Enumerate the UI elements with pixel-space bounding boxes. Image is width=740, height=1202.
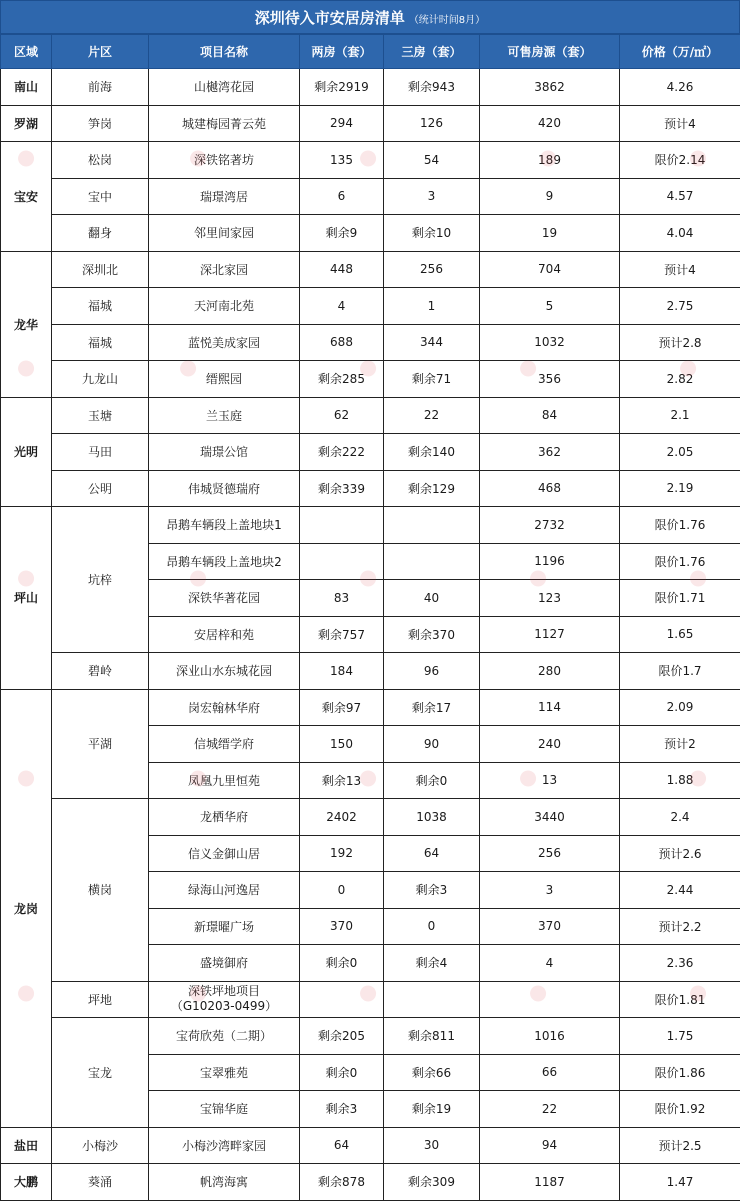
two-room-cell: 64 <box>300 1127 384 1164</box>
available-cell: 240 <box>480 726 620 763</box>
project-cell <box>149 981 300 1018</box>
two-room-cell: 370 <box>300 908 384 945</box>
project-cell: 兰玉庭 <box>149 397 300 434</box>
two-room-cell: 剩余97 <box>300 689 384 726</box>
two-room-cell <box>300 543 384 580</box>
housing-table <box>0 34 740 1201</box>
available-cell: 420 <box>480 105 620 142</box>
available-cell: 123 <box>480 580 620 617</box>
area-cell: 松岗 <box>52 142 149 179</box>
table-row <box>1 1164 740 1201</box>
three-room-cell: 剩余140 <box>384 434 480 471</box>
project-cell: 蓝悦美成家园 <box>149 324 300 361</box>
area-cell: 坑梓 <box>52 507 149 653</box>
price-cell: 限价1.7 <box>620 653 740 690</box>
three-room-cell: 54 <box>384 142 480 179</box>
price-cell: 2.4 <box>620 799 740 836</box>
two-room-cell: 192 <box>300 835 384 872</box>
available-cell: 3 <box>480 872 620 909</box>
project-cell: 信义金御山居 <box>149 835 300 872</box>
available-cell: 5 <box>480 288 620 325</box>
project-cell: 龙栖华府 <box>149 799 300 836</box>
project-cell: 山樾湾花园 <box>149 69 300 106</box>
price-cell: 限价1.71 <box>620 580 740 617</box>
table-row <box>1 69 740 106</box>
price-cell: 2.1 <box>620 397 740 434</box>
available-cell: 356 <box>480 361 620 398</box>
two-room-cell: 剩余0 <box>300 1054 384 1091</box>
table-row <box>1 215 740 252</box>
table-row <box>1 470 740 507</box>
project-name-line2: （G10203-0499） <box>170 999 278 1014</box>
table-row <box>1 434 740 471</box>
two-room-cell: 83 <box>300 580 384 617</box>
project-cell: 深业山水东城花园 <box>149 653 300 690</box>
area-cell: 碧岭 <box>52 653 149 690</box>
two-room-cell: 688 <box>300 324 384 361</box>
area-cell: 公明 <box>52 470 149 507</box>
table-row <box>1 288 740 325</box>
district-cell: 大鹏 <box>1 1164 52 1201</box>
three-room-cell: 3 <box>384 178 480 215</box>
header-district: 区域 <box>1 35 52 69</box>
table-row <box>1 799 740 836</box>
three-room-cell: 剩余129 <box>384 470 480 507</box>
two-room-cell: 剩余2919 <box>300 69 384 106</box>
two-room-cell <box>300 507 384 544</box>
three-room-cell: 30 <box>384 1127 480 1164</box>
district-cell: 南山 <box>1 69 52 106</box>
area-cell: 宝中 <box>52 178 149 215</box>
available-cell: 1016 <box>480 1018 620 1055</box>
project-cell: 天河南北苑 <box>149 288 300 325</box>
area-cell: 翻身 <box>52 215 149 252</box>
three-room-cell: 22 <box>384 397 480 434</box>
two-room-cell: 剩余13 <box>300 762 384 799</box>
price-cell: 2.19 <box>620 470 740 507</box>
table-row <box>1 105 740 142</box>
price-cell: 1.75 <box>620 1018 740 1055</box>
project-cell: 宝荷欣苑（二期） <box>149 1018 300 1055</box>
price-cell: 2.09 <box>620 689 740 726</box>
project-cell: 邻里间家园 <box>149 215 300 252</box>
available-cell <box>480 981 620 1018</box>
project-name-line1: 深铁坪地项目 <box>187 984 260 999</box>
project-cell: 新璟曜广场 <box>149 908 300 945</box>
table-row <box>1 689 740 726</box>
project-cell: 岗宏翰林华府 <box>149 689 300 726</box>
area-cell: 笋岗 <box>52 105 149 142</box>
area-cell: 葵涌 <box>52 1164 149 1201</box>
three-room-cell: 剩余309 <box>384 1164 480 1201</box>
two-room-cell <box>300 981 384 1018</box>
table-title <box>0 0 740 34</box>
price-cell: 4.04 <box>620 215 740 252</box>
project-cell: 绿海山河逸居 <box>149 872 300 909</box>
three-room-cell: 1 <box>384 288 480 325</box>
table-row <box>1 507 740 544</box>
project-cell: 瑞璟公馆 <box>149 434 300 471</box>
header-row <box>1 35 740 69</box>
area-cell: 宝龙 <box>52 1018 149 1128</box>
table-row <box>1 653 740 690</box>
price-cell: 2.44 <box>620 872 740 909</box>
table-row <box>1 142 740 179</box>
three-room-cell: 剩余370 <box>384 616 480 653</box>
available-cell: 362 <box>480 434 620 471</box>
header-area: 片区 <box>52 35 149 69</box>
header-available: 可售房源（套） <box>480 35 620 69</box>
project-cell: 深铁华著花园 <box>149 580 300 617</box>
price-cell: 限价1.81 <box>620 981 740 1018</box>
area-cell: 前海 <box>52 69 149 106</box>
price-cell: 预计2 <box>620 726 740 763</box>
three-room-cell: 剩余3 <box>384 872 480 909</box>
three-room-cell: 剩余811 <box>384 1018 480 1055</box>
available-cell: 84 <box>480 397 620 434</box>
table-row <box>1 178 740 215</box>
available-cell: 114 <box>480 689 620 726</box>
district-cell: 坪山 <box>1 507 52 690</box>
three-room-cell: 剩余943 <box>384 69 480 106</box>
two-room-cell: 剩余205 <box>300 1018 384 1055</box>
price-cell: 2.75 <box>620 288 740 325</box>
available-cell: 280 <box>480 653 620 690</box>
price-cell: 预计4 <box>620 105 740 142</box>
two-room-cell: 剩余339 <box>300 470 384 507</box>
project-cell: 深北家园 <box>149 251 300 288</box>
price-cell: 1.65 <box>620 616 740 653</box>
available-cell: 3440 <box>480 799 620 836</box>
area-cell: 平湖 <box>52 689 149 799</box>
available-cell: 94 <box>480 1127 620 1164</box>
three-room-cell: 344 <box>384 324 480 361</box>
area-cell: 深圳北 <box>52 251 149 288</box>
three-room-cell: 90 <box>384 726 480 763</box>
two-room-cell: 448 <box>300 251 384 288</box>
available-cell: 256 <box>480 835 620 872</box>
three-room-cell: 64 <box>384 835 480 872</box>
project-cell: 宝翠雅苑 <box>149 1054 300 1091</box>
area-cell: 马田 <box>52 434 149 471</box>
two-room-cell: 剩余222 <box>300 434 384 471</box>
three-room-cell <box>384 543 480 580</box>
price-cell: 预计2.6 <box>620 835 740 872</box>
project-cell: 帆湾海寓 <box>149 1164 300 1201</box>
project-cell: 安居梓和苑 <box>149 616 300 653</box>
table-row <box>1 981 740 1018</box>
area-cell: 坪地 <box>52 981 149 1018</box>
price-cell: 预计2.2 <box>620 908 740 945</box>
three-room-cell: 1038 <box>384 799 480 836</box>
two-room-cell: 2402 <box>300 799 384 836</box>
table-row <box>1 251 740 288</box>
three-room-cell: 剩余66 <box>384 1054 480 1091</box>
three-room-cell: 剩余0 <box>384 762 480 799</box>
price-cell: 2.36 <box>620 945 740 982</box>
area-cell: 小梅沙 <box>52 1127 149 1164</box>
district-cell: 龙岗 <box>1 689 52 1127</box>
table-row <box>1 361 740 398</box>
available-cell: 1187 <box>480 1164 620 1201</box>
available-cell: 66 <box>480 1054 620 1091</box>
project-cell: 伟城贤德瑞府 <box>149 470 300 507</box>
price-cell: 2.05 <box>620 434 740 471</box>
two-room-cell: 剩余0 <box>300 945 384 982</box>
header-project: 项目名称 <box>149 35 300 69</box>
three-room-cell: 0 <box>384 908 480 945</box>
area-cell: 福城 <box>52 288 149 325</box>
project-cell: 小梅沙湾畔家园 <box>149 1127 300 1164</box>
available-cell: 22 <box>480 1091 620 1128</box>
project-cell: 瑞璟湾居 <box>149 178 300 215</box>
header-three-room: 三房（套） <box>384 35 480 69</box>
three-room-cell: 剩余19 <box>384 1091 480 1128</box>
available-cell: 1032 <box>480 324 620 361</box>
district-cell: 光明 <box>1 397 52 507</box>
three-room-cell: 剩余71 <box>384 361 480 398</box>
project-cell: 昂鹅车辆段上盖地块2 <box>149 543 300 580</box>
area-cell: 九龙山 <box>52 361 149 398</box>
price-cell: 预计4 <box>620 251 740 288</box>
price-cell: 限价1.76 <box>620 543 740 580</box>
two-room-cell: 4 <box>300 288 384 325</box>
available-cell: 1196 <box>480 543 620 580</box>
available-cell: 4 <box>480 945 620 982</box>
price-cell: 限价1.76 <box>620 507 740 544</box>
project-cell: 昂鹅车辆段上盖地块1 <box>149 507 300 544</box>
available-cell: 2732 <box>480 507 620 544</box>
price-cell: 限价2.14 <box>620 142 740 179</box>
three-room-cell: 256 <box>384 251 480 288</box>
two-room-cell: 剩余878 <box>300 1164 384 1201</box>
available-cell: 370 <box>480 908 620 945</box>
two-room-cell: 剩余285 <box>300 361 384 398</box>
two-room-cell: 6 <box>300 178 384 215</box>
price-cell: 1.88 <box>620 762 740 799</box>
two-room-cell: 剩余9 <box>300 215 384 252</box>
two-room-cell: 150 <box>300 726 384 763</box>
table-row <box>1 324 740 361</box>
two-room-cell: 62 <box>300 397 384 434</box>
three-room-cell <box>384 981 480 1018</box>
table-body <box>1 69 740 1201</box>
area-cell: 玉塘 <box>52 397 149 434</box>
available-cell: 704 <box>480 251 620 288</box>
price-cell: 预计2.8 <box>620 324 740 361</box>
price-cell: 4.57 <box>620 178 740 215</box>
price-cell: 1.47 <box>620 1164 740 1201</box>
project-cell: 深铁铭著坊 <box>149 142 300 179</box>
header-two-room: 两房（套） <box>300 35 384 69</box>
area-cell: 福城 <box>52 324 149 361</box>
project-cell: 宝锦华庭 <box>149 1091 300 1128</box>
two-room-cell: 135 <box>300 142 384 179</box>
two-room-cell: 184 <box>300 653 384 690</box>
header-price: 价格（万/㎡） <box>620 35 740 69</box>
three-room-cell: 126 <box>384 105 480 142</box>
two-room-cell: 剩余3 <box>300 1091 384 1128</box>
two-room-cell: 0 <box>300 872 384 909</box>
three-room-cell: 剩余17 <box>384 689 480 726</box>
two-room-cell: 294 <box>300 105 384 142</box>
title-note: （统计时间8月） <box>408 15 486 26</box>
price-cell: 限价1.92 <box>620 1091 740 1128</box>
project-cell: 盛境御府 <box>149 945 300 982</box>
three-room-cell <box>384 507 480 544</box>
price-cell: 预计2.5 <box>620 1127 740 1164</box>
table-row <box>1 1018 740 1055</box>
price-cell: 限价1.86 <box>620 1054 740 1091</box>
project-cell: 城建梅园菁云苑 <box>149 105 300 142</box>
three-room-cell: 40 <box>384 580 480 617</box>
available-cell: 189 <box>480 142 620 179</box>
available-cell: 9 <box>480 178 620 215</box>
project-cell: 凤凰九里恒苑 <box>149 762 300 799</box>
project-cell: 信城缙学府 <box>149 726 300 763</box>
project-cell: 缙熙园 <box>149 361 300 398</box>
district-cell: 龙华 <box>1 251 52 397</box>
three-room-cell: 96 <box>384 653 480 690</box>
price-cell: 2.82 <box>620 361 740 398</box>
available-cell: 3862 <box>480 69 620 106</box>
district-cell: 宝安 <box>1 142 52 252</box>
table-row <box>1 397 740 434</box>
price-cell: 4.26 <box>620 69 740 106</box>
table-row <box>1 1127 740 1164</box>
available-cell: 468 <box>480 470 620 507</box>
three-room-cell: 剩余4 <box>384 945 480 982</box>
area-cell: 横岗 <box>52 799 149 982</box>
two-room-cell: 剩余757 <box>300 616 384 653</box>
available-cell: 13 <box>480 762 620 799</box>
district-cell: 盐田 <box>1 1127 52 1164</box>
title-main: 深圳待入市安居房清单 <box>254 9 405 27</box>
available-cell: 19 <box>480 215 620 252</box>
district-cell: 罗湖 <box>1 105 52 142</box>
available-cell: 1127 <box>480 616 620 653</box>
three-room-cell: 剩余10 <box>384 215 480 252</box>
